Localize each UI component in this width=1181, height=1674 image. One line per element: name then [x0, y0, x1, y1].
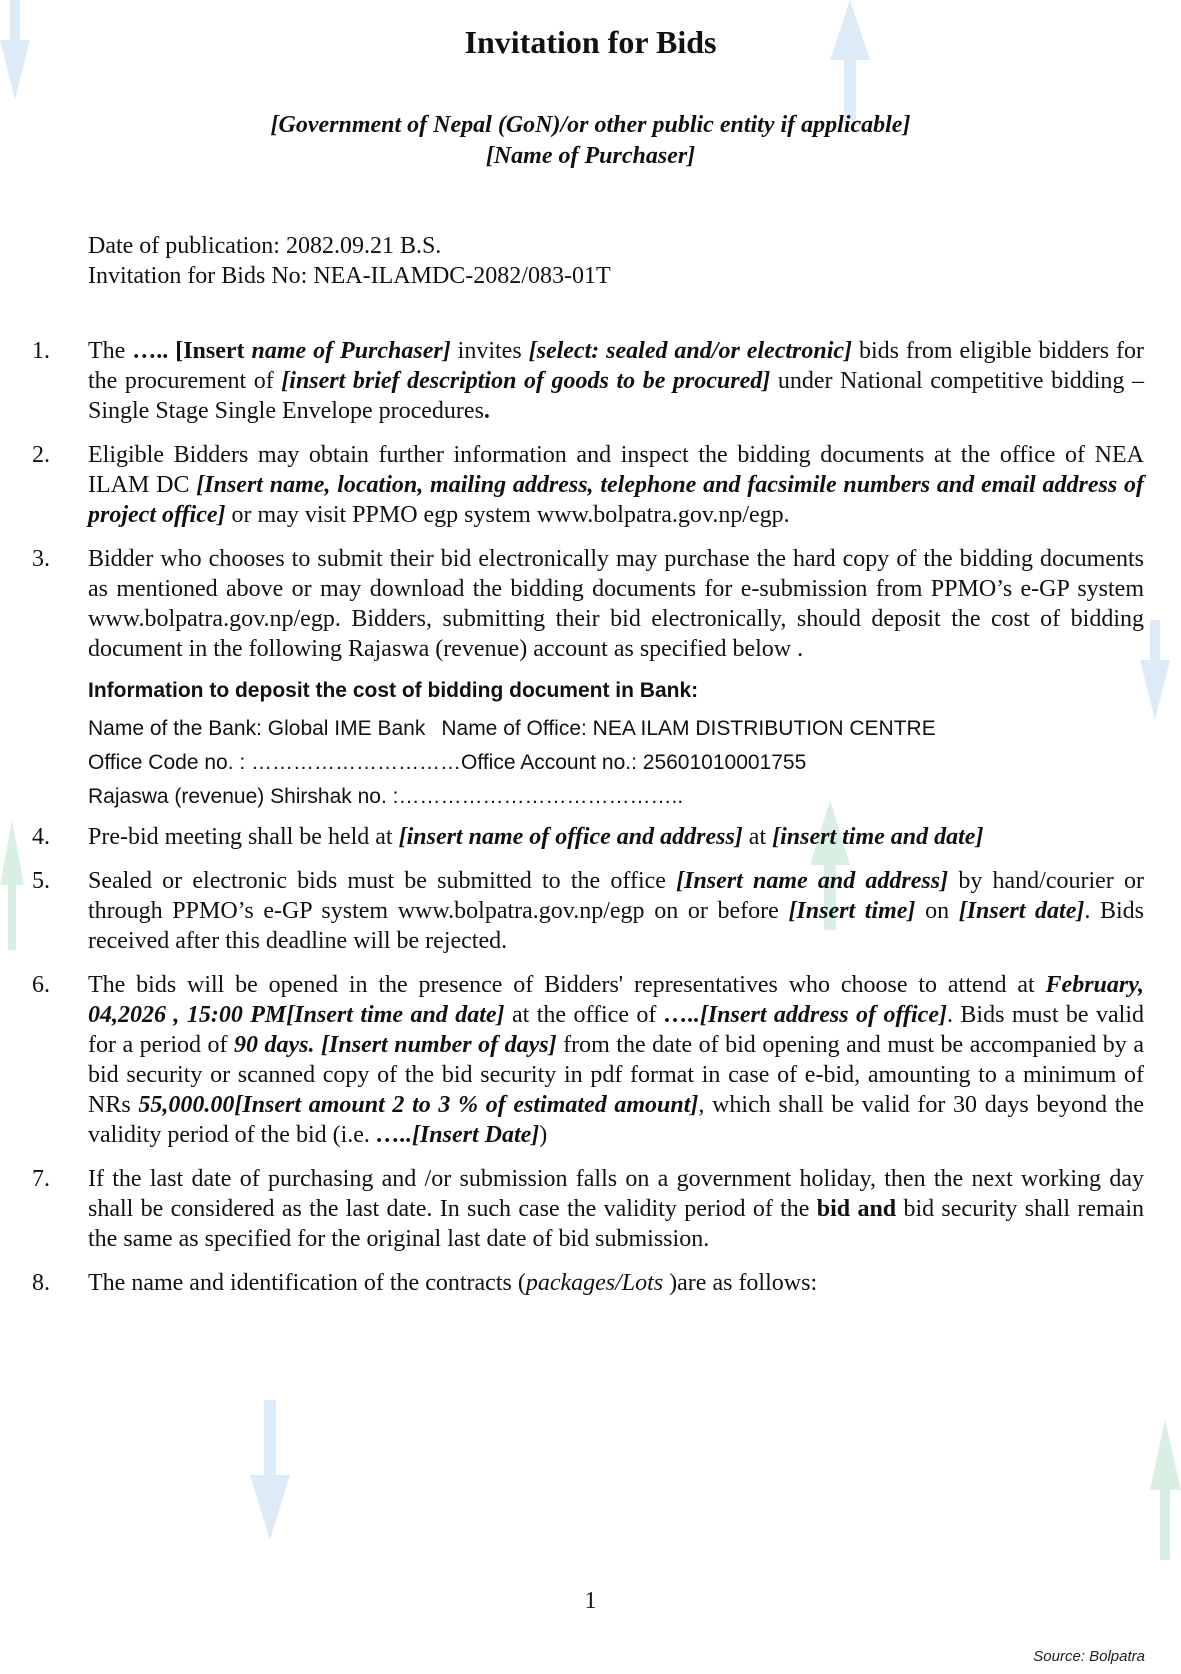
text-run: The bids will be opened in the presence of Bidders' representatives who choose to attend at [88, 972, 1046, 998]
bank-info-heading: Information to deposit the cost of bidding document in Bank: [88, 679, 699, 702]
office-code: Office Code no. : ………………………… [88, 751, 462, 774]
text-run: [Insert date] [958, 898, 1085, 924]
item-number: 6. [32, 972, 50, 998]
item-text [88, 440, 1144, 530]
item-text [88, 970, 1144, 1150]
text-run: or may visit PPMO egp system www.bolpatra.gov.np/egp. [225, 502, 790, 528]
list-item [32, 336, 1144, 426]
source-credit: Source: Bolpatra [1033, 1648, 1145, 1665]
text-run: at [742, 824, 773, 850]
page-number: 1 [584, 1588, 597, 1614]
list-item [32, 1268, 1144, 1298]
ifb-items [32, 336, 1144, 1312]
text-run: [Insert name, location, mailing address, telephone and facsimile numbers and email address of project office] [88, 472, 1144, 528]
item-number: 2. [32, 442, 50, 468]
text-run: ….. [Insert [132, 338, 252, 364]
text-run: …..[Insert Date] [375, 1122, 540, 1148]
text-run: The name and identification of the contracts ( [88, 1270, 526, 1296]
text-run: packages/Lots [525, 1270, 664, 1296]
item-text [88, 1268, 1144, 1298]
list-item [32, 544, 1144, 664]
bank-line [88, 780, 1144, 814]
item-text [88, 336, 1144, 426]
watermark-arrow-icon [1140, 620, 1170, 720]
list-item [32, 440, 1144, 530]
text-run: from the date of bid opening and must be accompanied by a bid security or scanned copy of the bid security in pdf format in case of e-bid, amounting to a minimum of NRs [88, 1032, 1144, 1118]
item-number: 7. [32, 1166, 50, 1192]
page-title: Invitation for Bids [464, 24, 717, 60]
subtitle-purchaser: [Name of Purchaser] [485, 143, 696, 169]
text-run: . Bids must be valid for a period of [88, 1002, 1144, 1058]
text-run: by hand/courier or through PPMO’s e-GP system www.bolpatra.gov.np/egp on or before [88, 868, 1144, 924]
bank-info [88, 674, 1144, 814]
item-text [88, 1164, 1144, 1254]
text-run: Eligible Bidders may obtain further information and inspect the bidding documents at the office of NEA ILAM DC [88, 442, 1144, 498]
text-run: )are as follows: [663, 1270, 818, 1296]
text-run: If the last date of purchasing and /or submission falls on a government holiday, then the next working day shall be considered as the last date. In such case the validity period of the [88, 1166, 1144, 1222]
text-run: Pre-bid meeting shall be held at [88, 824, 399, 850]
text-run: 55,000.00[Insert amount 2 to 3 % of estimated amount] [138, 1092, 699, 1118]
text-run: The [88, 338, 133, 364]
text-run: under National competitive bidding – Single Stage Single Envelope procedures [88, 368, 1145, 424]
text-run: [select: sealed and/or electronic] [528, 338, 853, 364]
bank-line [88, 746, 1144, 780]
text-run: [insert brief description of goods to be procured] [281, 368, 771, 394]
text-run: [Insert time] [788, 898, 916, 924]
list-item [32, 866, 1144, 956]
rajaswa-shirshak: Rajaswa (revenue) Shirshak no. :………………………………….. [88, 785, 684, 808]
item-text [88, 822, 1144, 852]
text-run: …..[Insert address of office] [663, 1002, 947, 1028]
text-run: bids from eligible bidders for the procurement of [88, 338, 1145, 394]
subtitle-government: [Government of Nepal (GoN)/or other public entity if applicable] [270, 112, 911, 138]
item-text [88, 866, 1144, 956]
watermark-arrow-icon [0, 820, 24, 950]
item-number: 4. [32, 824, 50, 850]
list-item [32, 1164, 1144, 1254]
text-run: ) [539, 1122, 548, 1148]
office-name: Name of Office: NEA ILAM DISTRIBUTION CENTRE [441, 717, 936, 740]
watermark-arrow-icon [1150, 1420, 1181, 1560]
watermark-arrow-icon [250, 1400, 290, 1540]
bank-line [88, 712, 1144, 746]
text-run: 90 days. [Insert number of days] [234, 1032, 557, 1058]
text-run: . Bids received after this deadline will be rejected. [88, 898, 1145, 954]
text-run: bid security shall remain the same as specified for the original last date of bid submission. [88, 1196, 1144, 1252]
text-run: on [915, 898, 959, 924]
text-run: February, 04,2026 , 15:00 PM[Insert time and date] [88, 972, 1144, 1028]
text-run: [insert name of office and address] [398, 824, 743, 850]
text-run: . [483, 398, 490, 424]
text-run: at the office of [504, 1002, 664, 1028]
text-run: bid and [816, 1196, 897, 1222]
text-run: name of Purchaser] [251, 338, 451, 364]
item-number: 1. [32, 338, 50, 364]
list-item [32, 970, 1144, 1150]
text-run: , which shall be valid for 30 days beyond the validity period of the bid (i.e. [88, 1092, 1145, 1148]
text-run: [Insert name and address] [676, 868, 949, 894]
list-item [32, 822, 1144, 852]
text-run: [insert time and date] [772, 824, 984, 850]
item-number: 5. [32, 868, 50, 894]
item-number: 8. [32, 1270, 50, 1296]
text-run: Sealed or electronic bids must be submitted to the office [88, 868, 677, 894]
office-account: Office Account no.: 25601010001755 [461, 751, 807, 774]
item-text: Bidder who chooses to submit their bid electronically may purchase the hard copy of the bidding documents as mentioned above or may download the bidding documents for e-submission from PPMO’s e-GP system www.bolpatra.gov.np/egp. Bidders, submitting their bid electronically, should deposit the cost of bidding document in the following Rajaswa (revenue) account as specified below . [88, 546, 1144, 662]
bank-name: Name of the Bank: Global IME Bank [88, 717, 426, 740]
text-run: invites [450, 338, 529, 364]
date-of-publication: Date of publication: 2082.09.21 B.S. [88, 233, 442, 259]
ifb-number: Invitation for Bids No: NEA-ILAMDC-2082/083-01T [88, 263, 611, 289]
item-number: 3. [32, 546, 50, 572]
